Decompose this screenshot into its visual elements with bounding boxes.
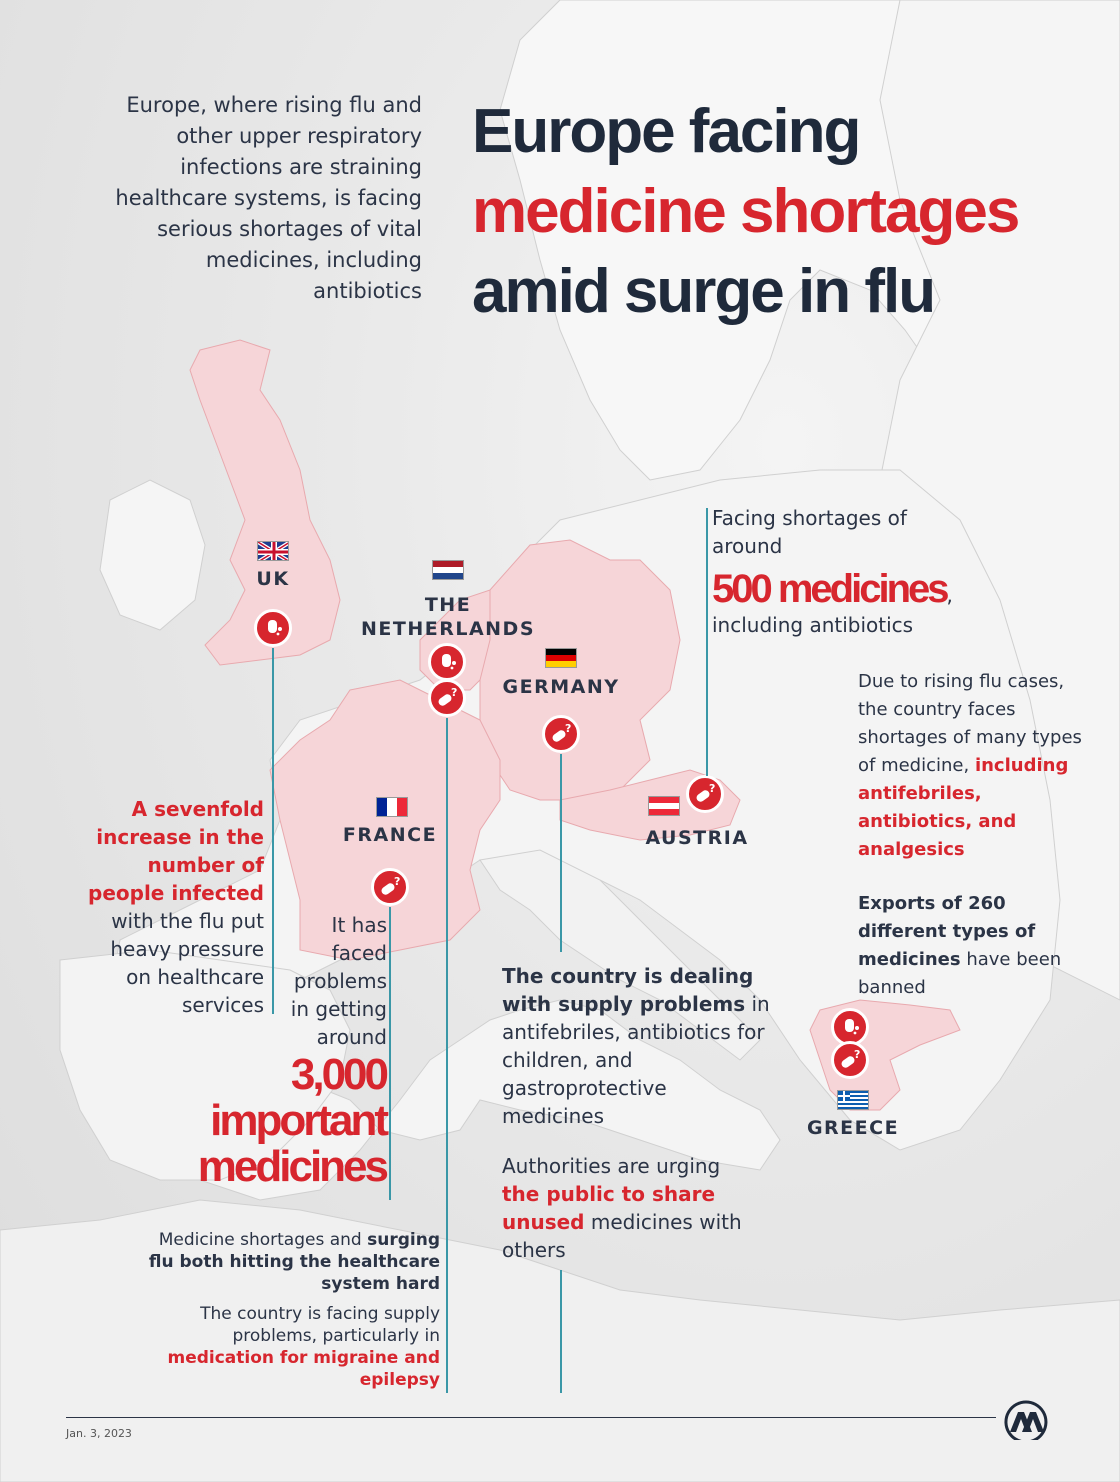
greece-description xyxy=(858,668,1098,864)
greece-p2-plain: have been banned xyxy=(858,949,1062,998)
netherlands-flag xyxy=(432,560,464,580)
germany-leader-line-top xyxy=(560,754,562,952)
germany-p2-plain-b: medicines with others xyxy=(502,1210,742,1262)
austria-label: AUSTRIA xyxy=(645,827,749,849)
germany-leader-line-bottom xyxy=(560,1270,562,1393)
germany-p1-bold: The country is dealing with supply problems xyxy=(502,964,754,1016)
pill-question-icon xyxy=(542,715,580,753)
austria-description-post: including antibiotics xyxy=(712,613,914,637)
austria-leader-line xyxy=(706,508,708,776)
svg-text:?: ? xyxy=(709,782,716,795)
title-line-2: medicine shortages xyxy=(472,177,1019,246)
uk-description-highlight: A sevenfold increase in the number of people infected xyxy=(88,797,264,905)
france-flag xyxy=(376,797,408,817)
austria-comma: , xyxy=(946,583,953,607)
svg-text:?: ? xyxy=(394,875,401,888)
france-big-line-3: medicines xyxy=(197,1142,386,1191)
germany-flag xyxy=(545,648,577,668)
agency-logo xyxy=(1002,1400,1050,1440)
pill-question-icon xyxy=(686,775,724,813)
footer-date: Jan. 3, 2023 xyxy=(66,1427,132,1440)
france-big-line-1: 3,000 xyxy=(290,1050,386,1099)
austria-big-figure xyxy=(712,566,1012,612)
netherlands-p2-plain: The country is facing supply problems, particularly in xyxy=(200,1304,440,1346)
netherlands-label xyxy=(360,593,536,641)
intro-text: Europe, where rising flu and other upper respiratory infections are straining healthcare systems, is facing serious shortages of vital medicines, including antibiotics xyxy=(115,93,422,303)
france-label: FRANCE xyxy=(342,824,438,846)
uk-label: UK xyxy=(256,568,290,590)
france-leader-line xyxy=(389,907,391,1200)
title-line-1: Europe facing xyxy=(472,97,860,166)
pill-question-icon xyxy=(428,679,466,717)
greece-p1-plain: Due to rising flu cases, the country faces shortages of many types of medicine, xyxy=(858,671,1082,776)
germany-label: GERMANY xyxy=(502,676,620,698)
france-description-pre: It has faced problems in getting around xyxy=(290,913,387,1049)
greece-exports xyxy=(858,890,1088,1002)
uk-description-plain: with the flu put heavy pressure on healthcare services xyxy=(110,909,264,1017)
austria-description-pre: Facing shortages of around xyxy=(712,506,907,558)
ireland-landmass xyxy=(100,480,205,630)
netherlands-leader-line xyxy=(446,718,448,1393)
netherlands-label-line-1: THE xyxy=(424,594,472,616)
germany-p2-plain-a: Authorities are urging xyxy=(502,1154,721,1178)
germany-appeal xyxy=(502,1152,762,1264)
netherlands-p1-plain: Medicine shortages and xyxy=(158,1230,368,1250)
france-big-figure xyxy=(166,1052,386,1190)
france-big-line-2: important xyxy=(210,1096,386,1145)
netherlands-label-line-2: NETHERLANDS xyxy=(360,618,536,640)
greece-label: GREECE xyxy=(806,1117,900,1139)
greece-p2-bold: Exports of 260 different types of medicines xyxy=(858,893,1036,970)
footer-rule xyxy=(66,1417,996,1418)
greece-flag xyxy=(837,1090,869,1110)
svg-text:?: ? xyxy=(565,722,572,735)
svg-text:?: ? xyxy=(854,1048,861,1061)
pill-question-icon xyxy=(371,868,409,906)
germany-p2-red: the public to share unused xyxy=(502,1182,716,1234)
germany-p1-plain: in antifebriles, antibiotics for children, and gastroprotective medicines xyxy=(502,992,770,1128)
germany-description xyxy=(502,962,772,1130)
austria-flag xyxy=(648,796,680,816)
greece-p1-red: including antifebriles, antibiotics, and analgesics xyxy=(858,755,1069,860)
pill-question-icon xyxy=(831,1041,869,1079)
netherlands-p1-bold: surging flu both hitting the healthcare system hard xyxy=(148,1230,440,1294)
title-line-3: amid surge in flu xyxy=(472,257,935,326)
svg-text:?: ? xyxy=(451,686,458,699)
virus-icon xyxy=(428,643,466,681)
netherlands-p2-red: medication for migraine and epilepsy xyxy=(167,1348,440,1390)
netherlands-description xyxy=(136,1229,440,1391)
uk-flag xyxy=(257,541,289,561)
page-title xyxy=(472,92,1102,332)
uk-description xyxy=(80,795,264,1019)
virus-icon xyxy=(254,609,292,647)
austria-big-value: 500 medicines xyxy=(712,567,947,611)
